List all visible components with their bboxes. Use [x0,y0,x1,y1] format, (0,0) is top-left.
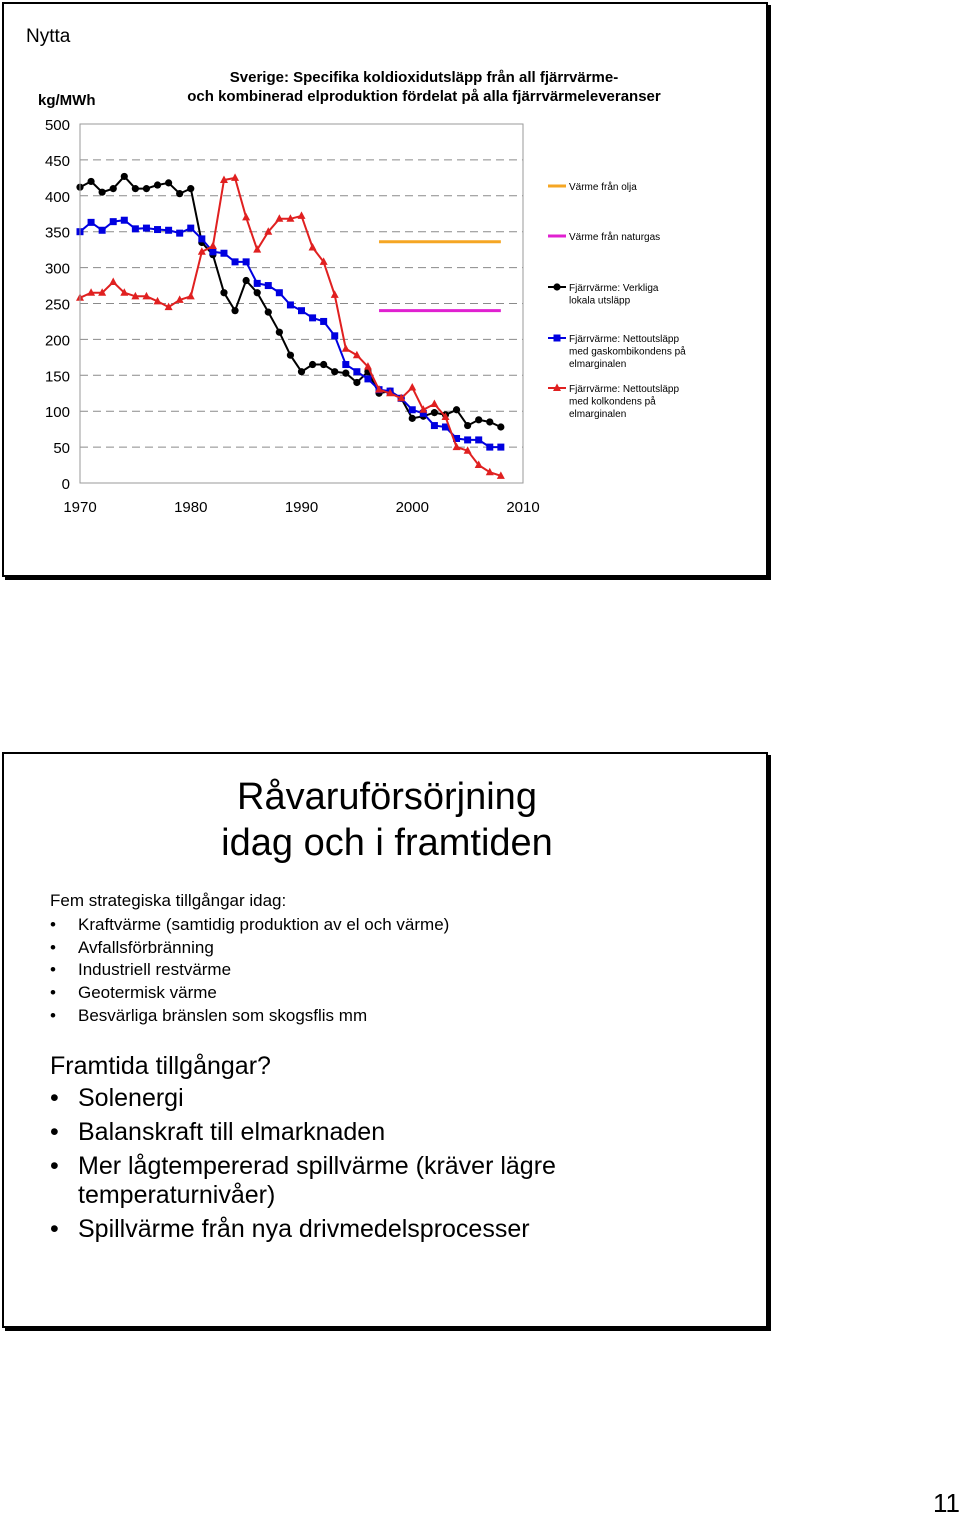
data-point [486,418,493,425]
slide-raw-material-supply [2,752,768,1328]
list-item: • Spillvärme från nya drivmedelsprocesser [50,1215,610,1244]
data-point [464,436,471,443]
data-point [99,227,106,234]
chart-title-line-1: Sverige: Specifika koldioxidutsläpp från all fjärrvärme- [229,69,619,86]
data-point [298,211,306,219]
data-point [553,283,560,290]
data-point [154,226,161,233]
data-point [87,178,94,185]
data-point [409,406,416,413]
x-tick-label: 2000 [395,499,429,516]
data-point [554,335,561,342]
data-point [165,227,172,234]
data-point [187,225,194,232]
data-point [408,383,416,391]
data-point [309,243,317,251]
data-point [243,277,250,284]
data-point [464,422,471,429]
series-line [80,178,501,476]
data-point [287,352,294,359]
y-tick-label: 450 [44,152,70,170]
legend-label: Värme från naturgas [569,232,661,243]
data-point [276,289,283,296]
data-point [121,217,128,224]
data-point [254,289,261,296]
data-point [331,332,338,339]
data-point [276,329,283,336]
data-point [453,443,461,451]
data-point [209,242,217,250]
data-point [99,189,106,196]
data-point [187,185,194,192]
list-item: • Mer lågtempererad spillvärme (kräver lägre temperaturnivåer) [50,1152,610,1210]
data-point [298,368,305,375]
slide-title [4,774,770,866]
y-tick-label: 200 [44,332,70,350]
y-tick-label: 0 [61,476,70,493]
future-assets-heading: Framtida tillgångar? [50,1052,271,1080]
legend-label: Värme från olja [569,182,637,193]
list-item: • Kraftvärme (samtidig produktion av el och värme) [50,914,750,937]
data-point [198,235,205,242]
y-tick-label: 500 [44,117,70,134]
data-point [88,219,95,226]
y-axis-label: kg/MWh [38,92,96,109]
y-tick-label: 350 [44,224,70,242]
data-point [109,277,117,285]
y-tick-label: 100 [44,404,70,422]
data-point [110,185,117,192]
data-point [431,422,438,429]
legend-label: elmarginalen [569,409,627,420]
legend-label: lokala utsläpp [569,295,631,307]
list-item: • Industriell restvärme [50,959,750,982]
data-point [342,344,350,352]
slide-heading: Nytta [26,26,71,47]
x-tick-label: 1970 [63,499,97,516]
y-tick-label: 300 [44,260,70,278]
data-point [242,213,250,221]
data-point [497,444,504,451]
data-point [121,173,128,180]
legend-label: Fjärrvärme: Verkliga [569,283,659,294]
data-point [486,444,493,451]
y-tick-label: 250 [44,296,70,314]
data-point [165,179,172,186]
data-point [320,361,327,368]
data-point [431,409,438,416]
data-point [353,379,360,386]
slide-chart [2,2,768,577]
legend-label: Fjärrvärme: Nettoutsläpp [569,334,680,345]
data-point [475,436,482,443]
data-point [265,309,272,316]
data-point [243,258,250,265]
data-point [132,225,139,232]
x-tick-label: 1990 [284,499,319,516]
strategic-assets-heading: Fem strategiska tillgångar idag: [50,891,287,910]
data-point [364,375,371,382]
list-item: • Balanskraft till elmarknaden [50,1118,610,1147]
future-assets-list [50,1084,610,1249]
y-tick-label: 400 [44,188,70,206]
strategic-assets-list [50,914,750,1028]
x-tick-label: 1980 [174,499,208,516]
data-point [309,314,316,321]
data-point [132,185,139,192]
data-point [254,280,261,287]
co2-emissions-chart [4,4,770,579]
data-point [231,173,239,181]
data-point [110,218,117,225]
data-point [176,190,183,197]
list-item: • Besvärliga bränslen som skogsflis mm [50,1005,750,1028]
data-point [331,290,339,298]
data-point [176,230,183,237]
data-point [187,292,195,300]
x-tick-label: 2010 [506,499,540,516]
data-point [232,258,239,265]
data-point [143,185,150,192]
data-point [220,289,227,296]
legend-label: med gaskombikondens på [569,346,686,358]
data-point [309,361,316,368]
data-point [209,248,216,255]
list-item: • Solenergi [50,1084,610,1113]
data-point [430,400,438,408]
data-point [265,282,272,289]
data-point [453,406,460,413]
data-point [154,181,161,188]
legend-label: elmarginalen [569,359,627,370]
data-point [409,415,416,422]
data-point [220,250,227,257]
legend-label: Fjärrvärme: Nettoutsläpp [569,384,680,395]
legend-label: med kolkondens på [569,396,656,408]
data-point [331,368,338,375]
data-point [342,370,349,377]
page-number: 11 [933,1488,960,1518]
data-point [342,361,349,368]
data-point [231,307,238,314]
data-point [287,301,294,308]
series-2 [77,217,505,451]
list-item: • Geotermisk värme [50,982,750,1005]
slide-title-line-2: idag och i framtiden [221,822,553,864]
chart-title-line-2: och kombinerad elproduktion fördelat på alla fjärrvärmeleveranser [187,88,661,105]
slide-title-line-1: Råvaruförsörjning [237,776,537,818]
data-point [298,307,305,314]
list-item: • Avfallsförbränning [50,937,750,960]
data-point [143,225,150,232]
y-tick-label: 150 [44,368,70,386]
data-point [497,423,504,430]
data-point [320,318,327,325]
data-point [475,416,482,423]
y-tick-label: 50 [53,440,70,458]
data-point [353,368,360,375]
series-3 [76,173,505,478]
